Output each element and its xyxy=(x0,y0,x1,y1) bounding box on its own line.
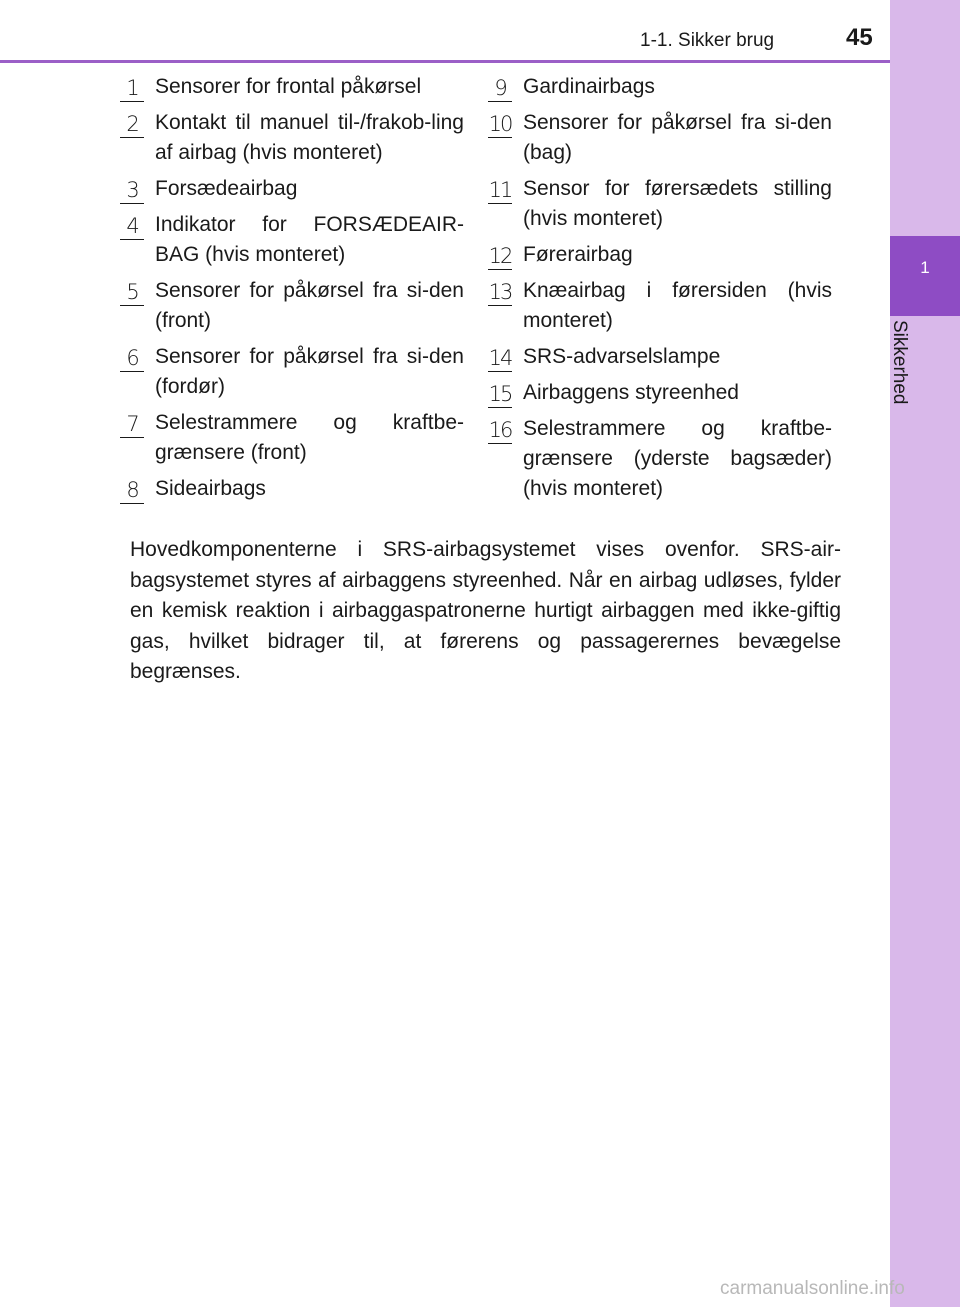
list-item xyxy=(480,414,832,504)
list-item xyxy=(112,108,464,168)
item-number: 6 xyxy=(118,345,146,371)
list-item xyxy=(480,108,832,168)
list-item xyxy=(112,72,464,102)
list-item xyxy=(112,174,464,204)
item-number: 1 xyxy=(118,75,146,101)
item-text: Forsædeairbag xyxy=(155,177,298,200)
item-text: Knæairbag i førersiden (hvis monteret) xyxy=(523,279,832,332)
item-text: Selestrammere og kraftbe-grænsere (front) xyxy=(155,411,464,464)
chapter-side-tab xyxy=(890,0,960,1307)
item-number: 7 xyxy=(118,411,146,437)
list-item xyxy=(480,174,832,234)
page-number: 45 xyxy=(846,24,873,51)
item-text: Sideairbags xyxy=(155,477,266,500)
item-number: 14 xyxy=(486,345,514,371)
item-number: 5 xyxy=(118,279,146,305)
item-number: 3 xyxy=(118,177,146,203)
item-number: 15 xyxy=(486,381,514,407)
list-item xyxy=(112,474,464,504)
item-text: Airbaggens styreenhed xyxy=(523,381,739,404)
item-number: 16 xyxy=(486,417,514,443)
item-text: Kontakt til manuel til-/frakob-ling af airbag (hvis monteret) xyxy=(155,111,464,164)
item-number: 8 xyxy=(118,477,146,503)
list-item xyxy=(112,210,464,270)
item-number: 13 xyxy=(486,279,514,305)
item-text: Indikator for FORSÆDEAIR-BAG (hvis monteret) xyxy=(155,213,464,266)
item-number: 12 xyxy=(486,243,514,269)
watermark-link[interactable]: carmanualsonline.info xyxy=(720,1278,905,1299)
item-number: 9 xyxy=(486,75,514,101)
item-text: Sensorer for påkørsel fra si-den (bag) xyxy=(523,111,832,164)
component-list-left xyxy=(112,72,464,510)
item-number: 4 xyxy=(118,213,146,239)
item-text: Selestrammere og kraftbe-grænsere (yderste bagsæder) (hvis monteret) xyxy=(523,417,832,500)
list-item xyxy=(480,276,832,336)
list-item xyxy=(480,72,832,102)
item-text: Sensorer for påkørsel fra si-den (front) xyxy=(155,279,464,332)
item-number: 2 xyxy=(118,111,146,137)
list-item xyxy=(112,408,464,468)
item-text: Gardinairbags xyxy=(523,75,655,98)
item-text: Sensorer for påkørsel fra si-den (fordør) xyxy=(155,345,464,398)
body-paragraph: Hovedkomponenterne i SRS-airbagsystemet vises ovenfor. SRS-air-bagsystemet styres af airbaggens styreenhed. Når en airbag udløses, fylder en kemisk reaktion i airbaggaspatronerne hurtigt airbaggen med ikke-giftig gas, hvilket bidrager til, at førerens og passagerernes bevægelse begrænses. xyxy=(130,538,841,683)
component-list-right xyxy=(480,72,832,510)
header-rule xyxy=(0,60,890,63)
list-item xyxy=(480,378,832,408)
chapter-label: Sikkerhed xyxy=(889,320,910,405)
list-item xyxy=(480,240,832,270)
list-item xyxy=(112,342,464,402)
item-text: SRS-advarselslampe xyxy=(523,345,721,368)
item-number: 11 xyxy=(486,177,514,203)
item-text: Sensor for førersædets stilling (hvis monteret) xyxy=(523,177,832,230)
item-text: Førerairbag xyxy=(523,243,633,266)
list-item xyxy=(480,342,832,372)
chapter-number: 1 xyxy=(920,258,930,277)
section-title: 1-1. Sikker brug xyxy=(640,30,775,51)
list-item xyxy=(112,276,464,336)
page-header xyxy=(0,0,890,62)
item-number: 10 xyxy=(486,111,514,137)
item-text: Sensorer for frontal påkørsel xyxy=(155,75,422,98)
